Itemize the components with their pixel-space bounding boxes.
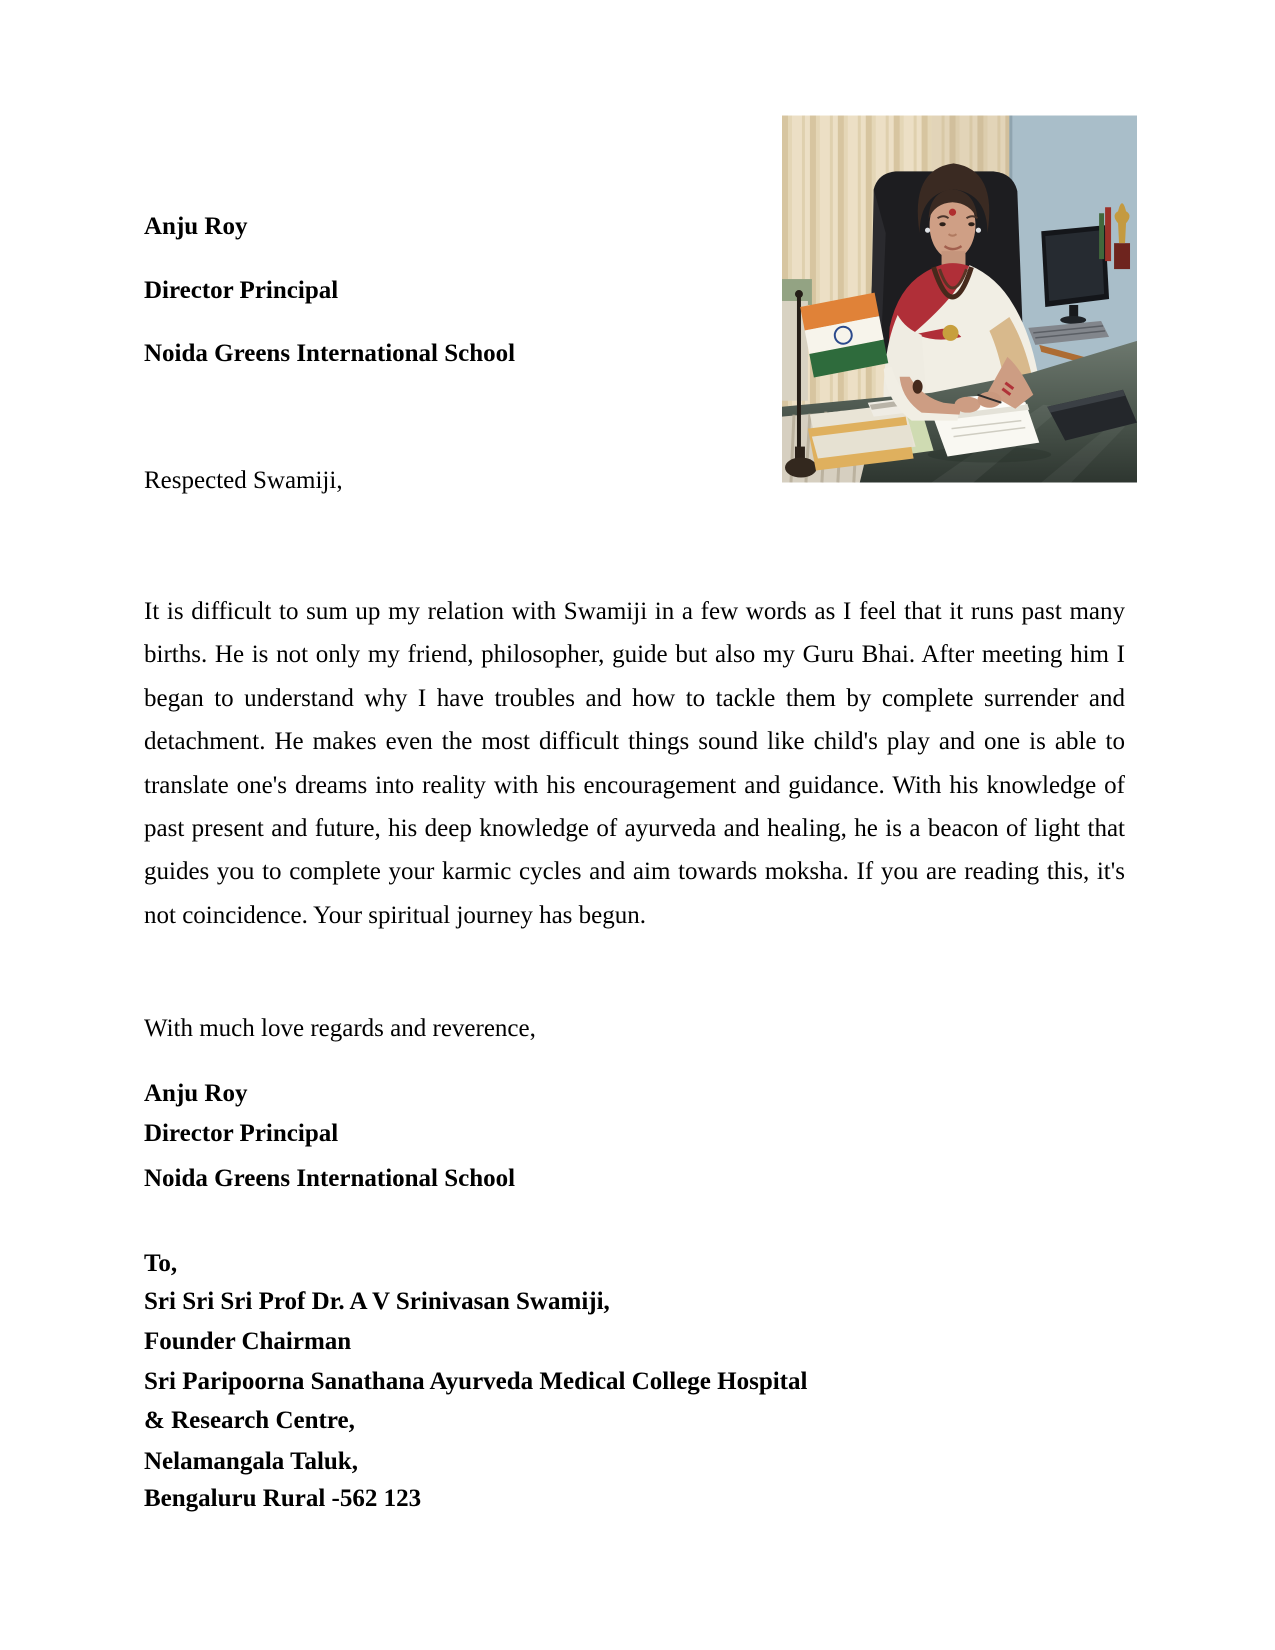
header-organization: Noida Greens International School <box>144 340 516 367</box>
recipient-line: & Research Centre, <box>144 1407 355 1434</box>
header-name: Anju Roy <box>144 213 248 240</box>
signature-name: Anju Roy <box>144 1080 248 1107</box>
signature-title: Director Principal <box>144 1120 339 1147</box>
signature-organization: Noida Greens International School <box>144 1165 516 1192</box>
closing: With much love regards and reverence, <box>144 1015 536 1042</box>
letter-body: It is difficult to sum up my relation with Swamiji in a few words as I feel that it runs past many births. He is not only my friend, philosopher, guide but also my Guru Bhai. After meeting him I began to understand why I have troubles and how to tackle them by complete surrender and detachment. He makes even the most difficult things sound like child's play and one is able to translate one's dreams into reality with his encouragement and guidance. With his knowledge of past present and future, his deep knowledge of ayurveda and healing, he is a beacon of light that guides you to complete your karmic cycles and aim towards moksha. If you are reading this, it's not coincidence. Your spiritual journey has begun. <box>144 598 1125 929</box>
principal-photo <box>782 115 1137 483</box>
recipient-line: Sri Paripoorna Sanathana Ayurveda Medical College Hospital <box>144 1368 808 1395</box>
recipient-label: To, <box>144 1250 178 1277</box>
recipient-line: Nelamangala Taluk, <box>144 1448 358 1475</box>
recipient-line: Bengaluru Rural -562 123 <box>144 1485 422 1512</box>
recipient-line: Sri Sri Sri Prof Dr. A V Srinivasan Swamiji, <box>144 1288 610 1315</box>
header-title: Director Principal <box>144 277 339 304</box>
recipient-line: Founder Chairman <box>144 1328 352 1355</box>
salutation: Respected Swamiji, <box>144 467 343 494</box>
